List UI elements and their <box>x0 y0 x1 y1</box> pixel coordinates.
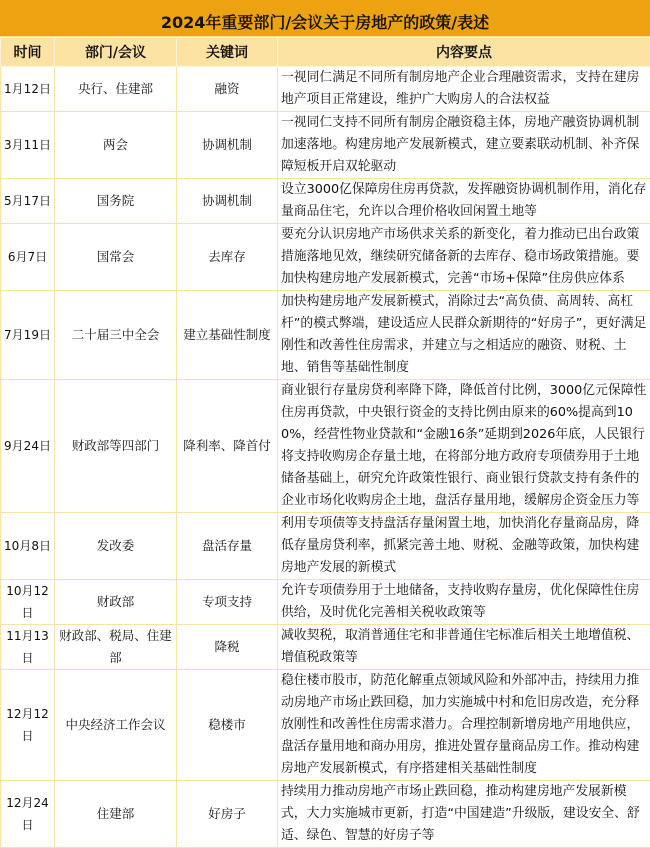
content-cell: 商业银行存量房贷利率降下降，降低首付比例，3000亿元保障性住房再贷款，中央银行资金的支持比例由原来的60%提高到100%，经营性物业贷款和“金融16条”延期到2026年底，人民银行将支持收购房企存量土地，在将部分地方政府专项债券用于土地储备基础上，研究允许政策性银行、商业银行贷款支持有条件的企业市场化收购房企土地，盘活存量用地，缓解房企资金压力等 <box>278 380 650 513</box>
content-cell: 一视同仁满足不同所有制房地产企业合理融资需求，支持在建房地产项目正常建设，维护广大购房人的合法权益 <box>278 67 650 112</box>
content-cell: 利用专项债等支持盘活存量闲置土地，加快消化存量商品房，降低存量房贷利率，抓紧完善土地、财税、金融等政策，加快构建房地产发展的新模式 <box>278 513 650 580</box>
date-cell: 1月12日 <box>1 67 55 112</box>
date-cell: 9月24日 <box>1 380 55 513</box>
date-cell: 5月17日 <box>1 179 55 224</box>
table-row <box>1 580 650 625</box>
keyword-cell: 稳楼市 <box>177 670 278 781</box>
dept-cell: 住建部 <box>55 781 177 848</box>
keyword-cell: 盘活存量 <box>177 513 278 580</box>
date-cell: 12月12日 <box>1 670 55 781</box>
table-row <box>1 380 650 513</box>
date-cell: 7月19日 <box>1 291 55 380</box>
table-row <box>1 781 650 848</box>
dept-cell: 财政部 <box>55 580 177 625</box>
table-row <box>1 513 650 580</box>
dept-cell: 财政部等四部门 <box>55 380 177 513</box>
keyword-cell: 专项支持 <box>177 580 278 625</box>
table-title: 2024年重要部门/会议关于房地产的政策/表述 <box>0 0 650 37</box>
header-keyword: 关键词 <box>177 38 278 67</box>
keyword-cell: 降利率、降首付 <box>177 380 278 513</box>
dept-cell: 发改委 <box>55 513 177 580</box>
dept-cell: 财政部、税局、住建部 <box>55 625 177 670</box>
keyword-cell: 去库存 <box>177 224 278 291</box>
dept-cell: 国常会 <box>55 224 177 291</box>
dept-cell: 中央经济工作会议 <box>55 670 177 781</box>
header-content: 内容要点 <box>278 38 650 67</box>
date-cell: 6月7日 <box>1 224 55 291</box>
content-cell: 一视同仁支持不同所有制房企融资稳主体，房地产融资协调机制加速落地。构建房地产发展新模式，建立要素联动机制、补齐保障短板开启双轮驱动 <box>278 112 650 179</box>
table-row <box>1 112 650 179</box>
content-cell: 允许专项债券用于土地储备，支持收购存量房，优化保障性住房供给，及时优化完善相关税收政策等 <box>278 580 650 625</box>
date-cell: 10月8日 <box>1 513 55 580</box>
keyword-cell: 好房子 <box>177 781 278 848</box>
dept-cell: 国务院 <box>55 179 177 224</box>
dept-cell: 二十届三中全会 <box>55 291 177 380</box>
policy-table <box>0 37 650 848</box>
dept-cell: 两会 <box>55 112 177 179</box>
header-dept: 部门/会议 <box>55 38 177 67</box>
keyword-cell: 建立基础性制度 <box>177 291 278 380</box>
keyword-cell: 协调机制 <box>177 112 278 179</box>
date-cell: 12月24日 <box>1 781 55 848</box>
keyword-cell: 融资 <box>177 67 278 112</box>
content-cell: 要充分认识房地产市场供求关系的新变化，着力推动已出台政策措施落地见效，继续研究储备新的去库存、稳市场政策措施。要加快构建房地产发展新模式，完善“市场+保障”住房供应体系 <box>278 224 650 291</box>
keyword-cell: 降税 <box>177 625 278 670</box>
content-cell: 设立3000亿保障房住房再贷款，发挥融资协调机制作用，消化存量商品住宅，允许以合理价格收回闲置土地等 <box>278 179 650 224</box>
content-cell: 减收契税，取消普通住宅和非普通住宅标准后相关土地增值税、增值税政策等 <box>278 625 650 670</box>
keyword-cell: 协调机制 <box>177 179 278 224</box>
table-row <box>1 67 650 112</box>
table-row <box>1 625 650 670</box>
date-cell: 11月13日 <box>1 625 55 670</box>
content-cell: 持续用力推动房地产市场止跌回稳，推动构建房地产发展新模式，大力实施城市更新，打造“中国建造”升级版，建设安全、舒适、绿色、智慧的好房子等 <box>278 781 650 848</box>
date-cell: 10月12日 <box>1 580 55 625</box>
content-cell: 加快构建房地产发展新模式，消除过去“高负债、高周转、高杠杆”的模式弊端，建设适应人民群众新期待的“好房子”，更好满足刚性和改善性住房需求，并建立与之相适应的融资、财税、土地、销售等基础性制度 <box>278 291 650 380</box>
dept-cell: 央行、住建部 <box>55 67 177 112</box>
table-row <box>1 291 650 380</box>
table-row <box>1 224 650 291</box>
header-date: 时间 <box>1 38 55 67</box>
content-cell: 稳住楼市股市，防范化解重点领域风险和外部冲击，持续用力推动房地产市场止跌回稳，加力实施城中村和危旧房改造，充分释放刚性和改善性住房需求潜力。合理控制新增房地产用地供应，盘活存量用地和商办用房，推进处置存量商品房工作。推动构建房地产发展新模式，有序搭建相关基础性制度 <box>278 670 650 781</box>
date-cell: 3月11日 <box>1 112 55 179</box>
table-row <box>1 670 650 781</box>
table-row <box>1 179 650 224</box>
header-row <box>1 38 650 67</box>
